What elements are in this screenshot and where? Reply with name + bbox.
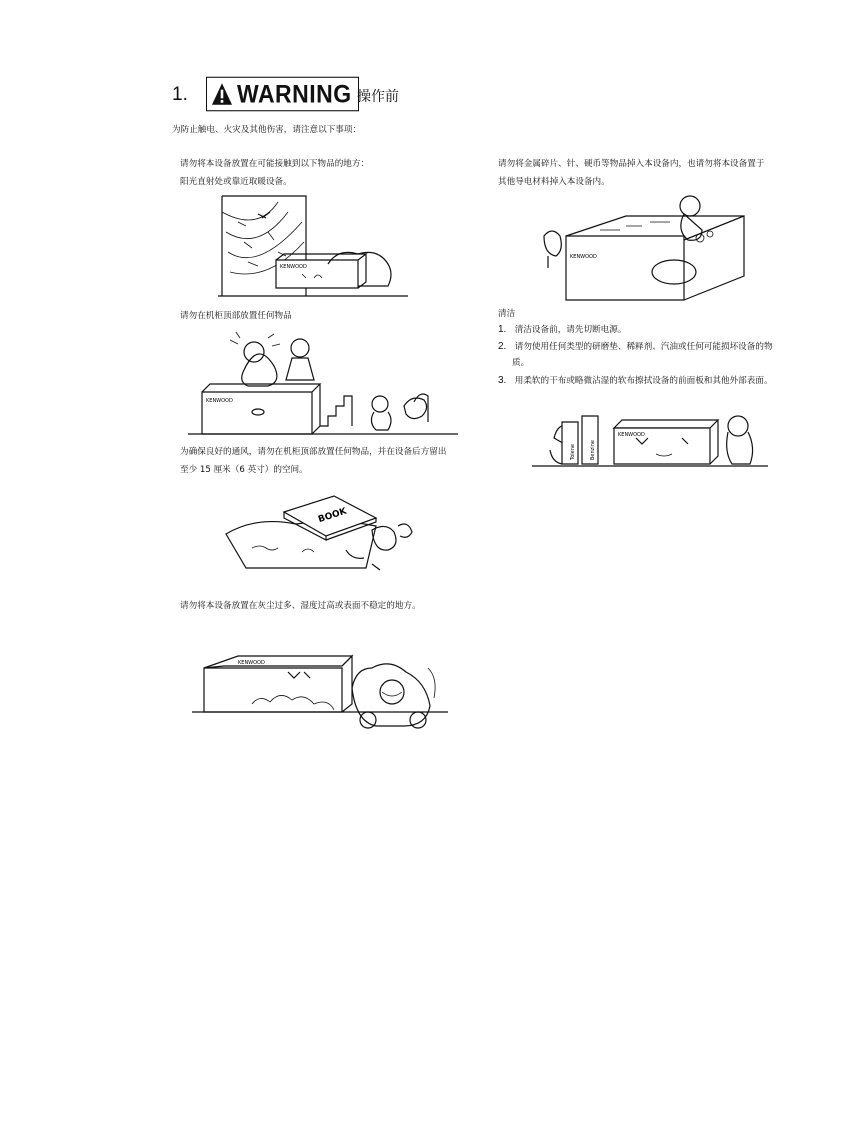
cleaning-step-2-text: 请勿使用任何类型的研磨垫、稀释剂、汽油或任何可能损坏设备的物 xyxy=(514,342,773,352)
left-item3-line1: 为确保良好的通风，请勿在机柜顶部放置任何物品，并在设备后方留出 xyxy=(180,447,447,457)
svg-text:KENWOOD: KENWOOD xyxy=(618,432,645,438)
cleaning-step-3 xyxy=(498,373,773,389)
svg-text:KENWOOD: KENWOOD xyxy=(206,398,233,404)
section-heading: 操作前 xyxy=(357,89,399,105)
bottle-right-label: Benzine xyxy=(590,440,596,460)
svg-text:KENWOOD: KENWOOD xyxy=(238,660,265,666)
cleaning-illustration xyxy=(532,402,768,474)
right-item1-line1: 请勿将金属碎片、针、硬币等物品掉入本设备内，也请勿将本设备置于 xyxy=(498,159,765,169)
svg-text:KENWOOD: KENWOOD xyxy=(570,254,597,260)
metal-objects-illustration xyxy=(530,192,750,304)
intro-text: 为防止触电、火灾及其他伤害，请注意以下事项： xyxy=(172,125,362,135)
section-number: 1. xyxy=(172,84,188,105)
left-item2: 请勿在机柜顶部放置任何物品 xyxy=(180,311,292,321)
brand-label: KENWOOD xyxy=(280,264,307,270)
cabinet-top-illustration xyxy=(188,330,458,438)
right-item1-line2: 其他导电材料掉入本设备内。 xyxy=(498,177,610,187)
cleaning-step-2-cont: 质。 xyxy=(512,358,530,368)
book-on-top-illustration xyxy=(222,494,432,576)
warning-badge xyxy=(206,77,359,112)
left-item3-line2: 至少 15 厘米（6 英寸）的空间。 xyxy=(180,465,308,475)
left-item4: 请勿将本设备放置在灰尘过多、湿度过高或表面不稳定的地方。 xyxy=(180,601,421,611)
bottle-left-label: Tolene xyxy=(570,444,576,460)
cleaning-step-2-num: 2. xyxy=(498,341,507,352)
book-label: BOOK xyxy=(317,506,348,526)
warning-triangle-icon xyxy=(211,82,233,106)
cleaning-step-3-num: 3. xyxy=(498,375,507,386)
sunlight-illustration xyxy=(218,192,408,300)
cleaning-step-2 xyxy=(498,339,773,355)
cleaning-step-3-text: 用柔软的干布或略微沾湿的软布擦拭设备的前面板和其他外部表面。 xyxy=(514,376,773,386)
dust-humidity-illustration xyxy=(192,648,448,732)
cleaning-step-1 xyxy=(498,322,626,338)
cleaning-step-1-num: 1. xyxy=(498,324,507,335)
left-item1-line1: 请勿将本设备放置在可能接触到以下物品的地方： xyxy=(180,159,370,169)
cleaning-title: 清洁 xyxy=(498,309,516,319)
left-item1-line2: 阳光直射处或靠近取暖设备。 xyxy=(180,177,292,187)
cleaning-step-1-text: 清洁设备前，请先切断电源。 xyxy=(514,325,627,335)
warning-label: WARNING xyxy=(237,79,352,108)
